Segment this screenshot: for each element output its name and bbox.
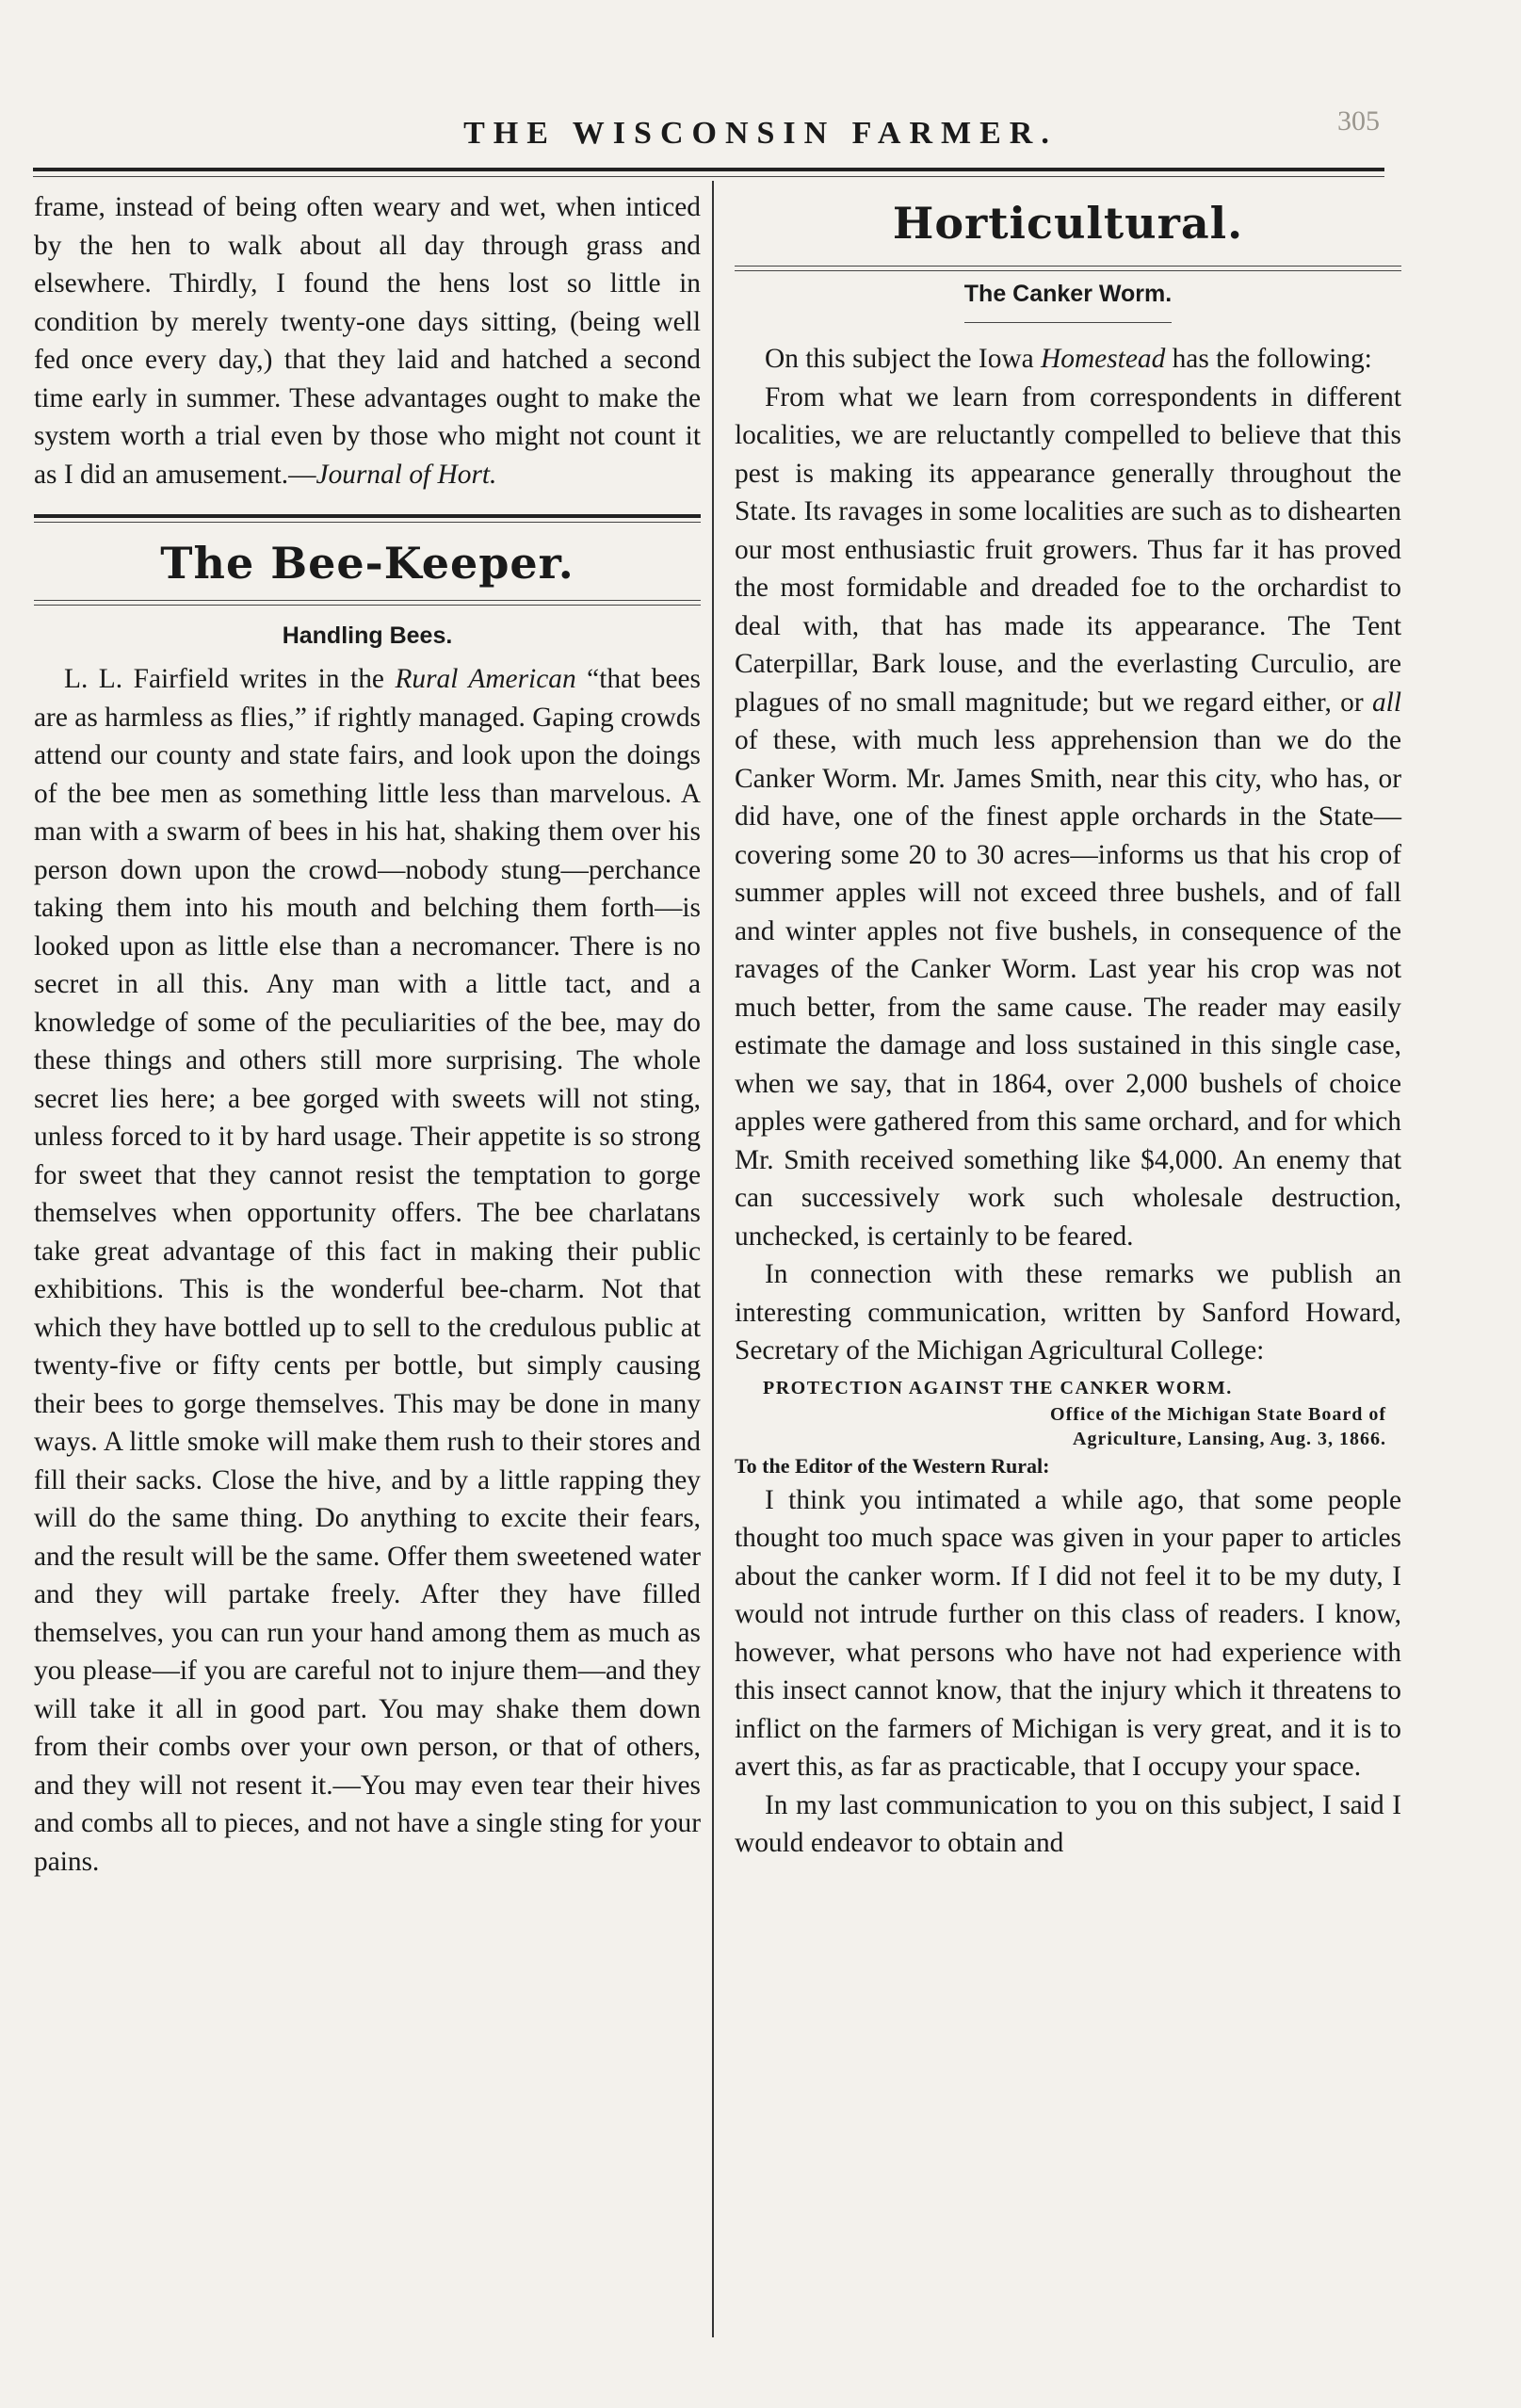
header-rule-thick [33, 168, 1384, 171]
section-rule-thin [964, 322, 1172, 323]
letter-paragraph: In my last communication to you on this subject, I said I would endeavor to obtain and [735, 1789, 1401, 1858]
letter-heading: PROTECTION AGAINST THE CANKER WORM. [763, 1377, 1233, 1398]
article-paragraph: In connection with these remarks we publish an interesting communication, written by Sanford Howard, Secretary of the Michigan Agricultural College: [735, 1259, 1401, 1366]
source-credit: Journal of Hort. [316, 459, 497, 490]
continuation-paragraph: frame, instead of being often weary and wet, when inticed by the hen to walk about all day through grass and elsewhere. Thirdly, I found the hens lost so little in condition by merely twenty-one days sitting, (being well fed once every day,) that they laid and hatched a second time early in summer. These advantages ought to make the system worth a trial even by those who might not count it as I did an amusement.—Journal of Hort. [34, 192, 701, 490]
article-title-handling-bees: Handling Bees. [282, 622, 453, 649]
to-editor-line: To the Editor of the Western Rural: [735, 1453, 1050, 1478]
left-column [34, 188, 701, 1881]
column-divider [712, 181, 714, 2337]
section-rule-thin [34, 605, 701, 606]
intro-paragraph: On this subject the Iowa Homestead has the following: [765, 344, 1372, 374]
office-line: Office of the Michigan State Board of [1050, 1403, 1386, 1425]
section-rule-thin [735, 270, 1401, 271]
section-rule-thin [34, 522, 701, 523]
article-paragraph: From what we learn from correspondents in different localities, we are reluctantly compelled to believe that this pest is making its appearance generally throughout the State. Its ravages in some localities are such as to dishearten our most enthusiastic fruit growers. Thus far it has proved the most formidable and dreaded foe to the orchardist to deal with, that has made its appearance. The Tent Caterpillar, Bark louse, and the everlasting Curculio, are plagues of no small magnitude; but we regard either, or all of these, with much less apprehension than we do the Canker Worm. Mr. James Smith, near this city, who has, or did have, one of the finest apple orchards in the State—covering some 20 to 30 acres—informs us that his crop of summer apples will not exceed three bushels, and of fall and winter apples not five bushels, in consequence of the ravages of the Canker Worm. Last year his crop was not much better, from the same cause. The reader may easily estimate the damage and loss sustained in this single case, when we say, that in 1864, over 2,000 bushels of choice apples were gathered from this same orchard, and for which Mr. Smith received something like $4,000. An enemy that can successively work such wholesale destruction, unchecked, is certainly to be feared. [735, 381, 1401, 1252]
section-rule-thick [34, 514, 701, 518]
office-line: Agriculture, Lansing, Aug. 3, 1866. [1073, 1428, 1386, 1449]
header-rule-thin [33, 176, 1384, 177]
right-column [735, 188, 1401, 1863]
letter-paragraph: I think you intimated a while ago, that some people thought too much space was given in your paper to articles about the canker worm. If I did not feel it to be my duty, I would not intrude further on this class of readers. I know, however, what persons who have not had experience with this insect cannot know, that the injury which it threatens to inflict on the farmers of Michigan is very great, and it is to avert this, as far as practicable, that I occupy your space. [735, 1484, 1401, 1782]
section-title-bee-keeper: The Bee-Keeper. [160, 538, 574, 589]
running-head: THE WISCONSIN FARMER. [463, 116, 1058, 151]
section-rule-thin [735, 266, 1401, 267]
page-number: 305 [1337, 105, 1380, 137]
section-title-horticultural: Horticultural. [892, 198, 1244, 249]
article-paragraph: L. L. Fairfield writes in the Rural American “that bees are as harmless as flies,” if rightly managed. Gaping crowds attend our county and state fairs, and look upon the doings of the bee men as something little less than marvelous. A man with a swarm of bees in his hat, shaking them over his person down upon the crowd—nobody stung—perchance taking them into his mouth and belching them forth—is looked upon as little else than a necromancer. There is no secret in all this. Any man with a little tact, and a knowledge of some of the peculiarities of the bee, may do these things and others still more surprising. The whole secret lies here; a bee gorged with sweets will not sting, unless forced to it by hard usage. Their appetite is so strong for sweet that they cannot resist the temptation to gorge themselves when opportunity offers. The bee charlatans take great advantage of this fact in making their public exhibitions. This is the wonderful bee-charm. Not that which they have bottled up to sell to the credulous public at twenty-five or fifty cents per bottle, but simply causing their bees to gorge themselves. This may be done in many ways. A little smoke will make them rush to their stores and fill their sacks. Close the hive, and by a little rapping they will do the same thing. Do anything to excite their fears, and the result will be the same. Offer them sweetened water and they will partake freely. After they have filled themselves, you can run your hand among them as much as you please—if you are careful not to injure them—and they will take it all in good part. You may shake them down from their combs over your own person, or that of others, and they will not resent it.—You may even tear their hives and combs all to pieces, and not have a single sting for your pains. [34, 664, 701, 1877]
article-title-canker-worm: The Canker Worm. [963, 281, 1173, 307]
section-rule-thin [34, 600, 701, 601]
